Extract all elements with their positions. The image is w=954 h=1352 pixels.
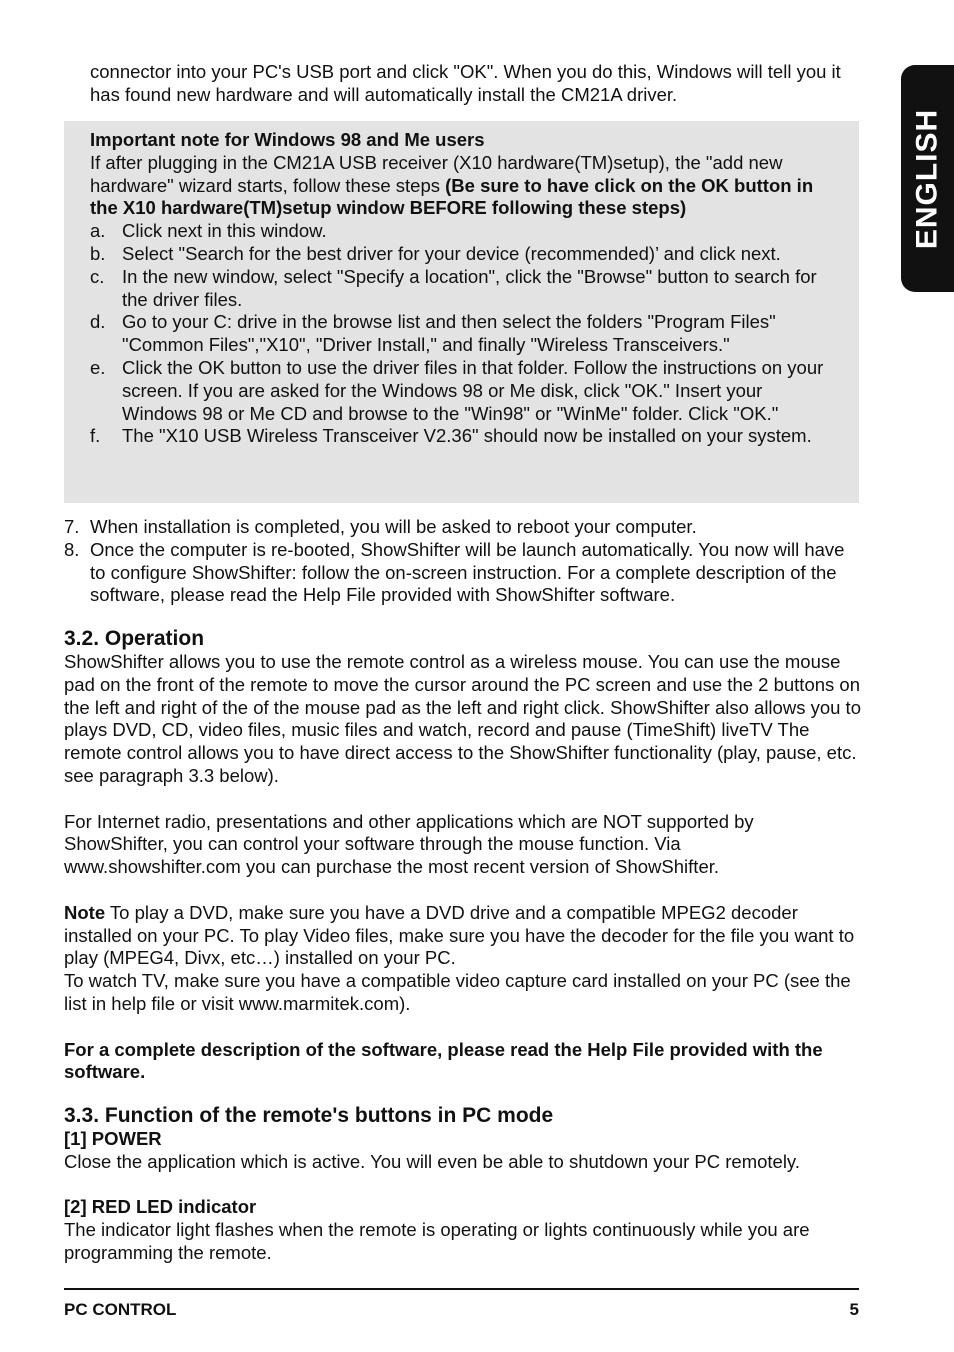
list-marker: b.	[90, 242, 106, 264]
language-side-tab	[901, 65, 954, 292]
footer-section-title: PC CONTROL	[64, 1300, 177, 1319]
list-item-text: Go to your C: drive in the browse list and then select the folders "Program Files" "Common Files","X10", "Driver Install," and finally "Wireless Transceivers."	[122, 311, 776, 356]
operation-paragraph-3: To watch TV, make sure you have a compatible video capture card installed on your PC (see the list in help file or visit www.marmitek.com).	[64, 970, 851, 1014]
windows-98-me-note-box	[64, 121, 859, 503]
footer-divider	[64, 1288, 859, 1290]
list-marker: c.	[90, 265, 105, 287]
list-item	[90, 357, 840, 425]
list-item-text: When installation is completed, you will be asked to reboot your computer.	[90, 516, 697, 537]
operation-paragraph-2: For Internet radio, presentations and other applications which are NOT supported by ShowShifter, you can control your software through the mouse function. Via www.showshifter.com you can purchase the most recent version of ShowShifter.	[64, 810, 754, 878]
note-box-lead	[90, 152, 840, 220]
remote-functions-section	[64, 1103, 862, 1265]
list-item-text: The "X10 USB Wireless Transceiver V2.36" should now be installed on your system.	[122, 425, 812, 447]
list-item-text: Once the computer is re-booted, ShowShifter will be launch automatically. You now will have to configure ShowShifter: follow the on-screen instruction. For a complete description of the software, please read the Help File provided with ShowShifter software.	[90, 538, 845, 606]
list-marker: a.	[90, 220, 106, 242]
list-marker: f.	[90, 425, 101, 447]
language-tab-label: ENGLISH	[910, 108, 944, 249]
note-box-lead-bold: (Be sure to have click on the OK button in the X10 hardware(TM)setup window BEFORE following these steps)	[90, 174, 814, 219]
operation-paragraph-1: ShowShifter allows you to use the remote control as a wireless mouse. You can use the mouse pad on the front of the remote to move the cursor around the PC screen and use the 2 buttons on the left and right of the of the mouse pad as the left and right click. ShowShifter also allows you to plays DVD, CD, video files, music files and watch, record and pause (TimeShift) liveTV The remote control allows you to have direct access to the ShowShifter functionality (play, pause, etc. see paragraph 3.3 below).	[64, 651, 861, 786]
operation-heading: 3.2. Operation	[64, 627, 205, 650]
list-marker: 7.	[64, 516, 80, 537]
installation-steps	[64, 516, 864, 607]
page-number: 5	[849, 1300, 859, 1319]
list-marker: e.	[90, 356, 106, 378]
list-item	[64, 516, 864, 539]
list-item	[90, 425, 840, 448]
functions-heading: 3.3. Function of the remote's buttons in PC mode	[64, 1104, 554, 1127]
intro-paragraph: connector into your PC's USB port and click "OK". When you do this, Windows will tell you it has found new hardware and will automatically install the CM21A driver.	[90, 61, 841, 105]
list-item	[64, 539, 864, 607]
note-box-content	[90, 129, 840, 448]
note-box-lead-text: If after plugging in the CM21A USB receiver (X10 hardware(TM)setup), the "add new hardware" wizard starts, follow these steps	[90, 151, 783, 196]
list-item-text: Click next in this window.	[122, 220, 327, 242]
list-marker: 8.	[64, 538, 80, 560]
note-box-steps	[90, 220, 840, 448]
operation-note	[64, 902, 862, 970]
list-item	[90, 311, 840, 357]
operation-section	[64, 626, 862, 1084]
note-text: To play a DVD, make sure you have a DVD drive and a compatible MPEG2 decoder installed on your PC. To play Video files, make sure you have the decoder for the file you want to play (MPEG4, Divx, etc…) installed on your PC.	[64, 901, 855, 969]
function-label-power: [1] POWER	[64, 1128, 162, 1149]
operation-bold-paragraph: For a complete description of the software, please read the Help File provided with the software.	[64, 1038, 823, 1083]
note-box-title: Important note for Windows 98 and Me users	[90, 129, 485, 150]
function-text-red-led: The indicator light flashes when the remote is operating or lights continuously while you are programming the remote.	[64, 1219, 810, 1263]
list-marker: d.	[90, 311, 106, 333]
function-text-power: Close the application which is active. You will even be able to shutdown your PC remotely.	[64, 1150, 800, 1172]
function-label-red-led: [2] RED LED indicator	[64, 1196, 257, 1218]
list-item	[90, 243, 840, 266]
note-label: Note	[64, 901, 106, 923]
list-item	[90, 266, 840, 312]
list-item-text: Select "Search for the best driver for your device (recommended)’ and click next.	[122, 242, 781, 264]
list-item	[90, 220, 840, 243]
list-item-text: In the new window, select "Specify a location", click the "Browse" button to search for the driver files.	[122, 265, 817, 310]
list-item-text: Click the OK button to use the driver files in that folder. Follow the instructions on your screen. If you are asked for the Windows 98 or Me disk, click "OK." Insert your Windows 98 or Me CD and browse to the "Win98" or "WinMe" folder. Click "OK."	[122, 356, 824, 424]
